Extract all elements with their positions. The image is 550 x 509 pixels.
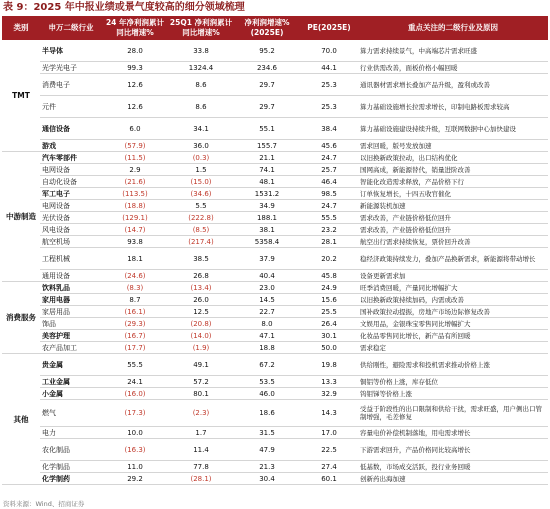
industry-name: 军工电子 bbox=[40, 188, 102, 200]
growth-2025e: 38.1 bbox=[234, 224, 300, 236]
growth-2025e: 155.7 bbox=[234, 140, 300, 152]
pe-2025e: 19.8 bbox=[300, 354, 358, 376]
industry-name: 汽车零部件 bbox=[40, 152, 102, 164]
growth-2024: 11.0 bbox=[102, 461, 168, 473]
growth-2024: (17.7) bbox=[102, 342, 168, 354]
header-row bbox=[2, 16, 548, 40]
industry-name: 光学光电子 bbox=[40, 62, 102, 74]
industry-name: 自动化设备 bbox=[40, 176, 102, 188]
growth-25q1: (2.3) bbox=[168, 400, 234, 427]
table-row bbox=[2, 118, 548, 140]
industry-name: 电网设备 bbox=[40, 164, 102, 176]
pe-2025e: 23.2 bbox=[300, 224, 358, 236]
table-row bbox=[2, 188, 548, 200]
growth-25q1: 57.2 bbox=[168, 376, 234, 388]
table-row bbox=[2, 212, 548, 224]
table-row bbox=[2, 376, 548, 388]
growth-2025e: 53.5 bbox=[234, 376, 300, 388]
pe-2025e: 46.4 bbox=[300, 176, 358, 188]
reason-text: 以旧换新政策拉动，出口结构优化 bbox=[358, 152, 548, 164]
reason-text: 订单恢复增长，十四五收官催化 bbox=[358, 188, 548, 200]
industry-name: 消费电子 bbox=[40, 74, 102, 96]
table-row bbox=[2, 388, 548, 400]
reason-text: 算力基础设施增长拉需求增长，印制电路板需求较高 bbox=[358, 96, 548, 118]
table-row bbox=[2, 342, 548, 354]
reason-text: 容量电价补偿机制落地，用电需求增长 bbox=[358, 427, 548, 439]
growth-2024: 10.0 bbox=[102, 427, 168, 439]
growth-25q1: 12.5 bbox=[168, 306, 234, 318]
growth-2024: 55.5 bbox=[102, 354, 168, 376]
growth-2024: 24.1 bbox=[102, 376, 168, 388]
pe-2025e: 24.7 bbox=[300, 200, 358, 212]
growth-2025e: 234.6 bbox=[234, 62, 300, 74]
growth-2024: (24.6) bbox=[102, 270, 168, 282]
reason-text: 文娱用品，金银珠宝零售同比增幅扩大 bbox=[358, 318, 548, 330]
industry-name: 风电设备 bbox=[40, 224, 102, 236]
table-row bbox=[2, 62, 548, 74]
industry-name: 小金属 bbox=[40, 388, 102, 400]
growth-25q1: 1324.4 bbox=[168, 62, 234, 74]
reason-text: 行业供需改善，面板价格小幅回暖 bbox=[358, 62, 548, 74]
column-header: 24 年净利润累计同比增速% bbox=[102, 16, 168, 40]
growth-25q1: (1.9) bbox=[168, 342, 234, 354]
reason-text: 算力需求持续景气，中高端芯片需求旺盛 bbox=[358, 40, 548, 62]
growth-2024: (129.1) bbox=[102, 212, 168, 224]
growth-25q1: 8.6 bbox=[168, 96, 234, 118]
pe-2025e: 25.7 bbox=[300, 164, 358, 176]
industry-name: 化学制药 bbox=[40, 473, 102, 485]
growth-2024: (8.3) bbox=[102, 282, 168, 294]
growth-2024: 93.8 bbox=[102, 236, 168, 248]
pe-2025e: 45.8 bbox=[300, 270, 358, 282]
growth-25q1: 80.1 bbox=[168, 388, 234, 400]
growth-2025e: 29.7 bbox=[234, 96, 300, 118]
growth-25q1: 49.1 bbox=[168, 354, 234, 376]
column-header: 重点关注的二级行业及原因 bbox=[358, 16, 548, 40]
pe-2025e: 50.0 bbox=[300, 342, 358, 354]
pe-2025e: 55.5 bbox=[300, 212, 358, 224]
table-row bbox=[2, 473, 548, 485]
pe-2025e: 28.1 bbox=[300, 236, 358, 248]
growth-2024: 12.6 bbox=[102, 96, 168, 118]
growth-2024: 6.0 bbox=[102, 118, 168, 140]
pe-2025e: 25.3 bbox=[300, 74, 358, 96]
reason-text: 低基数，市场成交活跃，投行业务回暖 bbox=[358, 461, 548, 473]
reason-text: 新能源装机加速 bbox=[358, 200, 548, 212]
reason-text: 智能化改造需求释放，产品价格下行 bbox=[358, 176, 548, 188]
column-header: 类别 bbox=[2, 16, 40, 40]
table-row bbox=[2, 152, 548, 164]
growth-2025e: 95.2 bbox=[234, 40, 300, 62]
table-row bbox=[2, 282, 548, 294]
reason-text: 国补政策拉动提振，房地产市场边际修复改善 bbox=[358, 306, 548, 318]
reason-text: 算力基础设施建设持续升级，互联网数据中心加快建设 bbox=[358, 118, 548, 140]
growth-2024: (57.9) bbox=[102, 140, 168, 152]
growth-2024: 8.7 bbox=[102, 294, 168, 306]
reason-text: 创新药出海加速 bbox=[358, 473, 548, 485]
column-header: 25Q1 净利润累计同比增速% bbox=[168, 16, 234, 40]
table-row bbox=[2, 306, 548, 318]
industry-name: 农化制品 bbox=[40, 439, 102, 461]
category-cell: 其他 bbox=[2, 354, 40, 485]
growth-2024: (113.5) bbox=[102, 188, 168, 200]
table-row bbox=[2, 248, 548, 270]
growth-2024: 18.1 bbox=[102, 248, 168, 270]
table-row bbox=[2, 270, 548, 282]
industry-name: 贵金属 bbox=[40, 354, 102, 376]
reason-text: 航空出行需求持续恢复，票价回升改善 bbox=[358, 236, 548, 248]
pe-2025e: 27.4 bbox=[300, 461, 358, 473]
growth-2024: (18.8) bbox=[102, 200, 168, 212]
table-row bbox=[2, 294, 548, 306]
growth-25q1: (20.8) bbox=[168, 318, 234, 330]
growth-2025e: 67.2 bbox=[234, 354, 300, 376]
industry-name: 工程机械 bbox=[40, 248, 102, 270]
reason-text: 需求回暖，版号发放加速 bbox=[358, 140, 548, 152]
growth-25q1: 1.7 bbox=[168, 427, 234, 439]
growth-25q1: (217.4) bbox=[168, 236, 234, 248]
industry-name: 家居用品 bbox=[40, 306, 102, 318]
table-row bbox=[2, 176, 548, 188]
growth-2025e: 31.5 bbox=[234, 427, 300, 439]
growth-2024: (17.3) bbox=[102, 400, 168, 427]
growth-2024: (14.7) bbox=[102, 224, 168, 236]
growth-25q1: 26.0 bbox=[168, 294, 234, 306]
growth-25q1: (34.6) bbox=[168, 188, 234, 200]
growth-25q1: 34.1 bbox=[168, 118, 234, 140]
reason-text: 以旧换新政策持续加码，内需或改善 bbox=[358, 294, 548, 306]
growth-25q1: (28.1) bbox=[168, 473, 234, 485]
growth-2025e: 18.6 bbox=[234, 400, 300, 427]
growth-2024: (11.5) bbox=[102, 152, 168, 164]
pe-2025e: 25.3 bbox=[300, 96, 358, 118]
growth-25q1: 5.5 bbox=[168, 200, 234, 212]
growth-2025e: 5358.4 bbox=[234, 236, 300, 248]
industry-name: 农产品加工 bbox=[40, 342, 102, 354]
growth-25q1: 33.8 bbox=[168, 40, 234, 62]
pe-2025e: 24.7 bbox=[300, 152, 358, 164]
reason-text: 设备更新需求加 bbox=[358, 270, 548, 282]
industry-name: 电力 bbox=[40, 427, 102, 439]
reason-text: 旺季消费回暖，产量同比增幅扩大 bbox=[358, 282, 548, 294]
table-row bbox=[2, 318, 548, 330]
growth-2024: 29.2 bbox=[102, 473, 168, 485]
column-header: 净利润增速%(2025E) bbox=[234, 16, 300, 40]
growth-2025e: 29.7 bbox=[234, 74, 300, 96]
growth-2025e: 21.3 bbox=[234, 461, 300, 473]
pe-2025e: 22.5 bbox=[300, 439, 358, 461]
table-row bbox=[2, 427, 548, 439]
pe-2025e: 15.6 bbox=[300, 294, 358, 306]
pe-2025e: 14.3 bbox=[300, 400, 358, 427]
category-cell: 中游制造 bbox=[2, 152, 40, 282]
category-cell: 消费服务 bbox=[2, 282, 40, 354]
pe-2025e: 13.3 bbox=[300, 376, 358, 388]
pe-2025e: 60.1 bbox=[300, 473, 358, 485]
table-row bbox=[2, 140, 548, 152]
growth-2025e: 47.9 bbox=[234, 439, 300, 461]
table-row bbox=[2, 400, 548, 427]
growth-2025e: 55.1 bbox=[234, 118, 300, 140]
pe-2025e: 25.5 bbox=[300, 306, 358, 318]
pe-2025e: 24.9 bbox=[300, 282, 358, 294]
industry-name: 电网设备 bbox=[40, 200, 102, 212]
industry-name: 游戏 bbox=[40, 140, 102, 152]
column-header: PE(2025E) bbox=[300, 16, 358, 40]
table-row bbox=[2, 461, 548, 473]
growth-2025e: 40.4 bbox=[234, 270, 300, 282]
industry-name: 化学制品 bbox=[40, 461, 102, 473]
column-header: 申万二级行业 bbox=[40, 16, 102, 40]
growth-2025e: 18.8 bbox=[234, 342, 300, 354]
growth-25q1: (13.4) bbox=[168, 282, 234, 294]
pe-2025e: 32.9 bbox=[300, 388, 358, 400]
source-note: 资料来源：Wind、招商证券 bbox=[3, 500, 85, 508]
growth-25q1: 1.5 bbox=[168, 164, 234, 176]
growth-2025e: 23.0 bbox=[234, 282, 300, 294]
growth-2025e: 37.9 bbox=[234, 248, 300, 270]
reason-text: 稳经济政策持续发力，叠加产品换新需求，新能源将带动增长 bbox=[358, 248, 548, 270]
growth-2025e: 46.0 bbox=[234, 388, 300, 400]
growth-25q1: 26.8 bbox=[168, 270, 234, 282]
growth-2025e: 188.1 bbox=[234, 212, 300, 224]
growth-2024: 99.3 bbox=[102, 62, 168, 74]
table-title: 表 9：2025 年中报业绩或景气度较高的细分领域梳理 bbox=[3, 2, 245, 13]
growth-25q1: (14.0) bbox=[168, 330, 234, 342]
growth-25q1: 38.5 bbox=[168, 248, 234, 270]
reason-text: 下游需求回升，产品价格同比较高增长 bbox=[358, 439, 548, 461]
growth-2024: (16.7) bbox=[102, 330, 168, 342]
growth-2024: (21.6) bbox=[102, 176, 168, 188]
table-row bbox=[2, 96, 548, 118]
growth-2024: (29.3) bbox=[102, 318, 168, 330]
industry-name: 通信设备 bbox=[40, 118, 102, 140]
industry-name: 燃气 bbox=[40, 400, 102, 427]
industry-name: 光伏设备 bbox=[40, 212, 102, 224]
growth-2024: (16.1) bbox=[102, 306, 168, 318]
industry-name: 航空机场 bbox=[40, 236, 102, 248]
growth-25q1: 36.0 bbox=[168, 140, 234, 152]
growth-25q1: (8.5) bbox=[168, 224, 234, 236]
table-row bbox=[2, 224, 548, 236]
industry-name: 元件 bbox=[40, 96, 102, 118]
reason-text: 受益于阶段性的出口限制和供给干扰，需求旺盛，用户侧出口管制增强，毛差修复 bbox=[358, 400, 548, 427]
growth-2025e: 34.9 bbox=[234, 200, 300, 212]
table-row bbox=[2, 40, 548, 62]
growth-2025e: 14.5 bbox=[234, 294, 300, 306]
growth-2024: 28.0 bbox=[102, 40, 168, 62]
reason-text: 需求改善，产业链价格低位回升 bbox=[358, 224, 548, 236]
reason-text: 钨钼锑等价格上涨 bbox=[358, 388, 548, 400]
industry-name: 半导体 bbox=[40, 40, 102, 62]
table-row bbox=[2, 354, 548, 376]
growth-2024: (16.3) bbox=[102, 439, 168, 461]
growth-2024: 2.9 bbox=[102, 164, 168, 176]
industry-name: 通用设备 bbox=[40, 270, 102, 282]
growth-2025e: 22.7 bbox=[234, 306, 300, 318]
table-row bbox=[2, 74, 548, 96]
reason-text: 化妆品零售同比增长，新产品有所回暖 bbox=[358, 330, 548, 342]
industry-name: 工业金属 bbox=[40, 376, 102, 388]
growth-25q1: 8.6 bbox=[168, 74, 234, 96]
reason-text: 铜铝等价格上涨，库存低位 bbox=[358, 376, 548, 388]
reason-text: 需求稳定 bbox=[358, 342, 548, 354]
sector-table bbox=[2, 16, 548, 485]
table-row bbox=[2, 330, 548, 342]
pe-2025e: 44.1 bbox=[300, 62, 358, 74]
table-row bbox=[2, 439, 548, 461]
industry-name: 家用电器 bbox=[40, 294, 102, 306]
pe-2025e: 20.2 bbox=[300, 248, 358, 270]
growth-2025e: 30.4 bbox=[234, 473, 300, 485]
pe-2025e: 70.0 bbox=[300, 40, 358, 62]
growth-25q1: 77.8 bbox=[168, 461, 234, 473]
growth-2025e: 8.0 bbox=[234, 318, 300, 330]
industry-name: 饮料乳品 bbox=[40, 282, 102, 294]
growth-2025e: 1531.2 bbox=[234, 188, 300, 200]
table-row bbox=[2, 236, 548, 248]
growth-2025e: 48.1 bbox=[234, 176, 300, 188]
industry-name: 饰品 bbox=[40, 318, 102, 330]
pe-2025e: 17.0 bbox=[300, 427, 358, 439]
growth-2024: (16.0) bbox=[102, 388, 168, 400]
pe-2025e: 38.4 bbox=[300, 118, 358, 140]
reason-text: 需求改善，产业链价格低位回升 bbox=[358, 212, 548, 224]
reason-text: 国网高成，新能源替代，销量进阶改善 bbox=[358, 164, 548, 176]
growth-25q1: (15.0) bbox=[168, 176, 234, 188]
table-row bbox=[2, 164, 548, 176]
reason-text: 通讯器材需求增长叠加产品升级，盈利或改善 bbox=[358, 74, 548, 96]
growth-25q1: (222.8) bbox=[168, 212, 234, 224]
pe-2025e: 30.1 bbox=[300, 330, 358, 342]
growth-25q1: (0.3) bbox=[168, 152, 234, 164]
growth-25q1: 11.4 bbox=[168, 439, 234, 461]
growth-2024: 12.6 bbox=[102, 74, 168, 96]
growth-2025e: 47.1 bbox=[234, 330, 300, 342]
pe-2025e: 45.6 bbox=[300, 140, 358, 152]
growth-2025e: 74.1 bbox=[234, 164, 300, 176]
reason-text: 供给刚性，避险需求和投机需求推动价格上涨 bbox=[358, 354, 548, 376]
industry-name: 美容护理 bbox=[40, 330, 102, 342]
pe-2025e: 26.4 bbox=[300, 318, 358, 330]
table-row bbox=[2, 200, 548, 212]
category-cell: TMT bbox=[2, 40, 40, 152]
growth-2025e: 21.1 bbox=[234, 152, 300, 164]
pe-2025e: 98.5 bbox=[300, 188, 358, 200]
